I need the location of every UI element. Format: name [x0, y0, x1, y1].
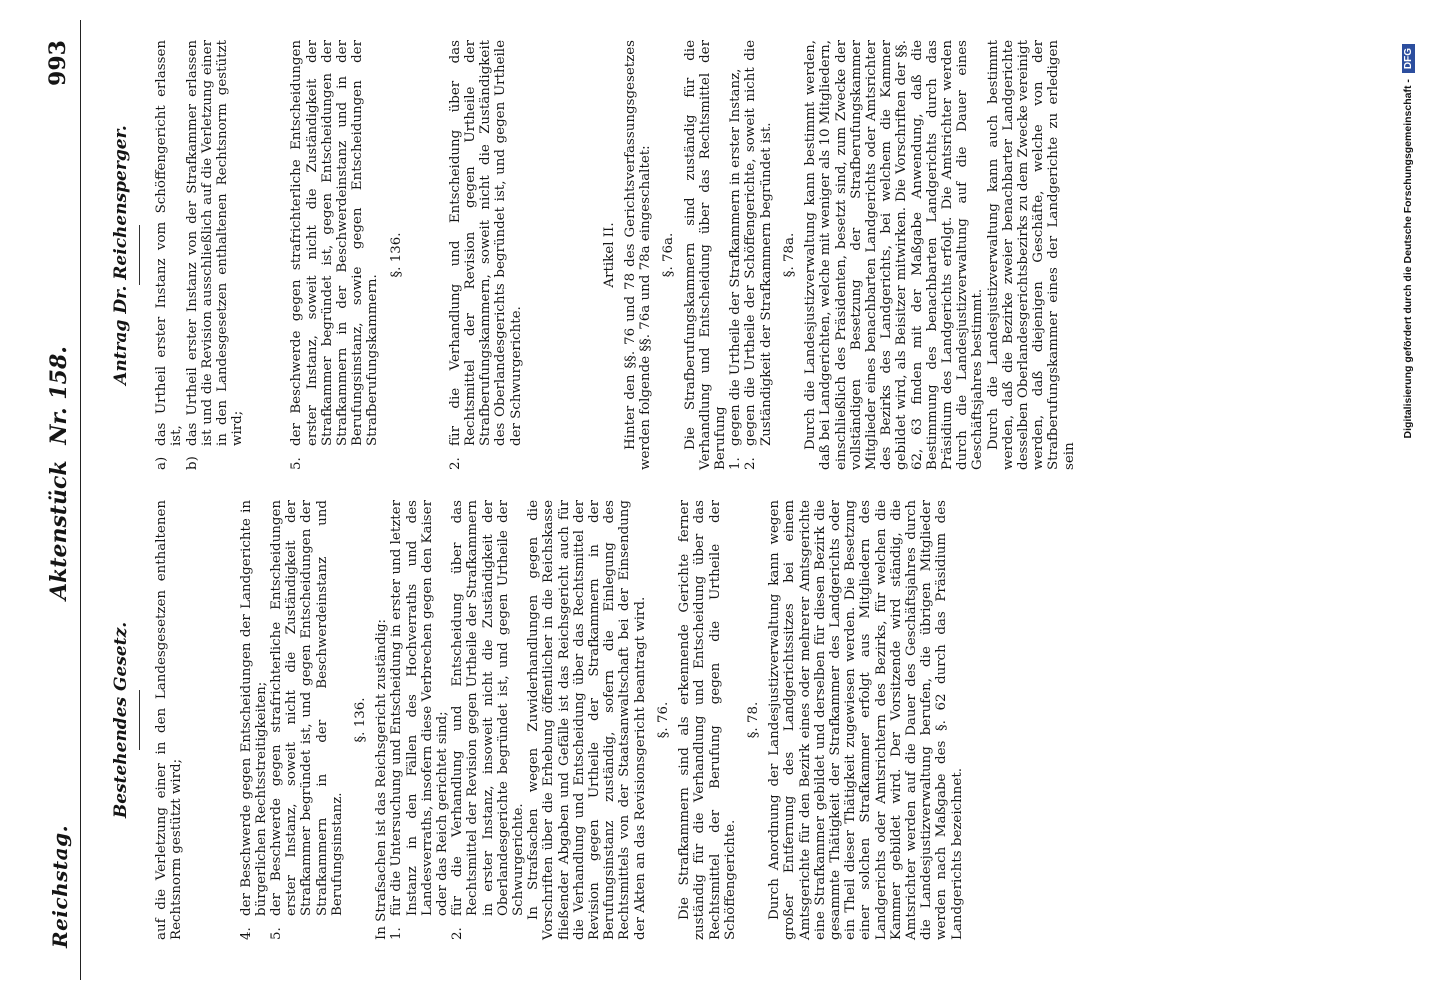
- header-aktenstueck-label: Aktenstück: [46, 460, 72, 600]
- right-sec78a-text-1: Durch die Landesjustizverwaltung kann bestimmt werden, daß bei Landgerichten, welche mit weniger als 10 Mitgliedern, einschließlich des Präsidenten, besetzt sind, zum Zwecke der vollständigen Besetzung der Strafberufungskammer Mitglieder eines benachbarten Landgerichts oder Amtsrichter des Bezirks des Landgerichts, bei welchem die Kammer gebildet wird, als Beisitzer mitwirken. Die Vorschriften der §§. 62, 63 finden mit der Maßgabe Anwendung, daß die Bestimmung des benachbarten Landgerichts durch das Präsidium des Landgerichts erfolgt. Die Amtsrichter werden durch die Landesjustizverwaltung auf die Dauer eines Geschäftsjahres bestimmt.: [803, 40, 986, 470]
- header-aktenstueck-number: Nr. 158.: [46, 346, 72, 445]
- item-number: 2.: [447, 457, 463, 470]
- right-section-136: §. 136.: [388, 232, 404, 278]
- item-number: 2.: [743, 457, 759, 470]
- right-item-2: [448, 40, 524, 470]
- left-sec78-text: Durch Anordnung der Landesjustizverwaltung kann wegen großer Entfernung des Landgerichtssitzes bei einem Amtsgerichte für den Bezirk eines oder mehrerer Amtsgerichte eine Strafkammer gebildet und derselben für diesen Bezirk die gesammte Thätigkeit der Strafkammer des Landgerichts oder ein Theil dieser Thätigkeit zugewiesen werden. Die Besetzung einer solchen Strafkammer erfolgt aus Mitgliedern des Landgerichts oder Amtsrichtern des Bezirks, für welchen die Kammer gebildet wird. Der Vorsitzende wird ständig, die Amtsrichter werden auf die Dauer des Geschäftsjahres durch die Landesjustizverwaltung berufen, die übrigen Mitglieder werden nach Maßgabe des §. 62 durch das Präsidium des Landgerichts bezeichnet.: [767, 500, 965, 940]
- right-sec76a-text: Die Strafberufungskammern sind zuständig für die Verhandlung und Entscheidung über das Rechtsmittel der Berufung: [682, 40, 729, 470]
- left-column-title: Bestehendes Gesetz.: [111, 621, 131, 819]
- item-number: 4.: [238, 927, 254, 940]
- left-item-4: [239, 500, 269, 940]
- left-sec136-item-1-text: für die Untersuchung und Entscheidung in erster und letzter Instanz in den Fällen des Hochverraths und des Landesverraths, insofern diese Verbrechen gegen den Kaiser oder das Reich gerichtet sind;: [389, 500, 451, 916]
- right-item-a-text: das Urtheil erster Instanz vom Schöffengericht erlassen ist,: [154, 40, 185, 446]
- right-artikel-text: Hinter den §§. 76 und 78 des Gerichtsverfassungsgesetzes werden folgende §§. 76a und 78a eingeschaltet:: [623, 40, 654, 470]
- right-artikel-heading: Artikel II.: [601, 222, 617, 288]
- left-item-4-text: der Beschwerde gegen Entscheidungen der Landgerichte in bürgerlichen Rechtsstreitigkeiten;: [238, 500, 269, 916]
- title-divider: [139, 690, 140, 750]
- left-sec136-item-2-text: für die Verhandlung und Entscheidung über das Rechtsmittel der Revision gegen Urtheile der Strafkammern in erster Instanz, insoweit nicht die Zuständigkeit der Oberlandesgerichte begründet ist, und gegen Urtheile der Schwurgerichte.: [450, 500, 527, 916]
- item-letter: a): [154, 456, 170, 470]
- right-item-a: [154, 40, 184, 470]
- left-intro: auf die Verletzung einer in den Landesgesetzen enthaltenen Rechtsnorm gestützt wird;: [154, 500, 185, 940]
- spacer: [245, 40, 289, 470]
- left-sec76-text: Die Strafkammern sind als erkennende Gerichte ferner zuständig für die Verhandlung und Entscheidung über das Rechtsmittel der Berufung gegen die Urtheile der Schöffengerichte.: [677, 500, 738, 940]
- left-section-76: §. 76.: [655, 701, 671, 739]
- left-item-5-text: der Beschwerde gegen strafrichterliche Entscheidungen erster Instanz, soweit nicht die Zuständigkeit der Strafkammer begründet ist, und gegen Entscheidungen der Strafkammern in der Beschwerdeinstanz und Berufungsinstanz.: [269, 500, 345, 916]
- item-number: 1.: [728, 457, 744, 470]
- footer-credit: [1402, 44, 1415, 439]
- left-sec136-paragraph: In Strafsachen wegen Zuwiderhandlungen gegen die Vorschriften über die Erhebung öffentlicher in die Reichskasse fließender Abgaben und Gefälle ist das Reichsgericht auch für die Verhandlung und Entscheidung über das Rechtsmittel der Revision gegen Urtheile der Strafkammern in der Berufungsinstanz zuständig, sofern die Einlegung des Rechtsmittels von der Staatsanwaltschaft bei der Einsendung der Akten an das Revisionsgericht beantragt wird.: [526, 500, 648, 940]
- right-item-5-text: der Beschwerde gegen strafrichterliche Entscheidungen erster Instanz, soweit nicht die Zuständigkeit der Strafkammer begründet ist, gegen Entscheidungen der Strafkammern in der Beschwerdeinstanz und in der Berufungsinstanz, sowie gegen Entscheidungen der Strafberufungskammern.: [289, 40, 381, 446]
- header-aktenstueck: [46, 338, 72, 600]
- title-divider: [139, 225, 140, 285]
- right-sec76a-item-1-text: gegen die Urtheile der Strafkammern in erster Instanz,: [728, 68, 744, 446]
- spacer: [410, 40, 448, 470]
- digitization-footer: [1394, 0, 1432, 1000]
- item-letter: b): [184, 456, 200, 470]
- page-number: 993: [45, 40, 71, 86]
- right-item-2-text: für die Verhandlung und Entscheidung über das Rechtsmittel der Revision gegen Urtheile der Strafberufungskammern, soweit nicht die Zuständigkeit des Oberlandesgerichts begründet ist, und gegen Urtheile der Schwurgerichte.: [447, 40, 524, 446]
- left-section-78: §. 78.: [745, 701, 761, 739]
- footer-credit-text: Digitalisierung gefördert durch die Deutsche Forschungsgemeinschaft -: [1402, 79, 1414, 439]
- left-sec136-intro: In Strafsachen ist das Reichsgericht zuständig:: [374, 618, 390, 940]
- right-sec76a-item-2-text: gegen die Urtheile der Schöffengerichte, soweit nicht die Zuständigkeit der Strafkammern begründet ist.: [743, 40, 774, 446]
- item-number: 5.: [289, 457, 305, 470]
- right-column: [110, 40, 1077, 470]
- left-sec136-item-1: [389, 500, 450, 940]
- right-section-78a: §. 78a.: [781, 232, 797, 278]
- right-sec78a-text-2: Durch die Landesjustizverwaltung kann auch bestimmt werden, daß die Bezirke zweier benachbarter Landgerichte desselben Oberlandesgerichtsbezirks zu dem Zwecke vereinigt werden, daß diejenigen Geschäfte, welche von der Strafberufungskammer eines der Landgerichte zu erledigen sein: [985, 40, 1077, 470]
- spacer: [524, 40, 594, 470]
- right-column-title: Antrag Dr. Reichensperger.: [111, 125, 131, 385]
- right-item-b-text: das Urtheil erster Instanz von der Strafkammer erlassen ist und die Revision ausschließlich auf die Verletzung einer in den Landesgesetzen enthaltenen Rechtsnorm gestützt wird;: [184, 40, 246, 446]
- item-number: 1.: [389, 927, 405, 940]
- right-sec76a-item-1: [728, 40, 743, 470]
- right-sec76a-item-2: [743, 40, 773, 470]
- left-sec136-item-2: [450, 500, 526, 940]
- header-reichstag: Reichstag.: [48, 824, 72, 948]
- left-item-5: [269, 500, 345, 940]
- dfg-logo-badge: DFG: [1402, 44, 1415, 73]
- right-section-76a: §. 76a.: [661, 232, 677, 278]
- right-item-b: [185, 40, 246, 470]
- spacer: [185, 500, 239, 940]
- item-number: 2.: [450, 927, 466, 940]
- right-item-5: [289, 40, 380, 470]
- item-number: 5.: [269, 927, 285, 940]
- left-column: [110, 500, 965, 940]
- left-section-136: §. 136.: [353, 697, 369, 743]
- page-header: [40, 20, 81, 980]
